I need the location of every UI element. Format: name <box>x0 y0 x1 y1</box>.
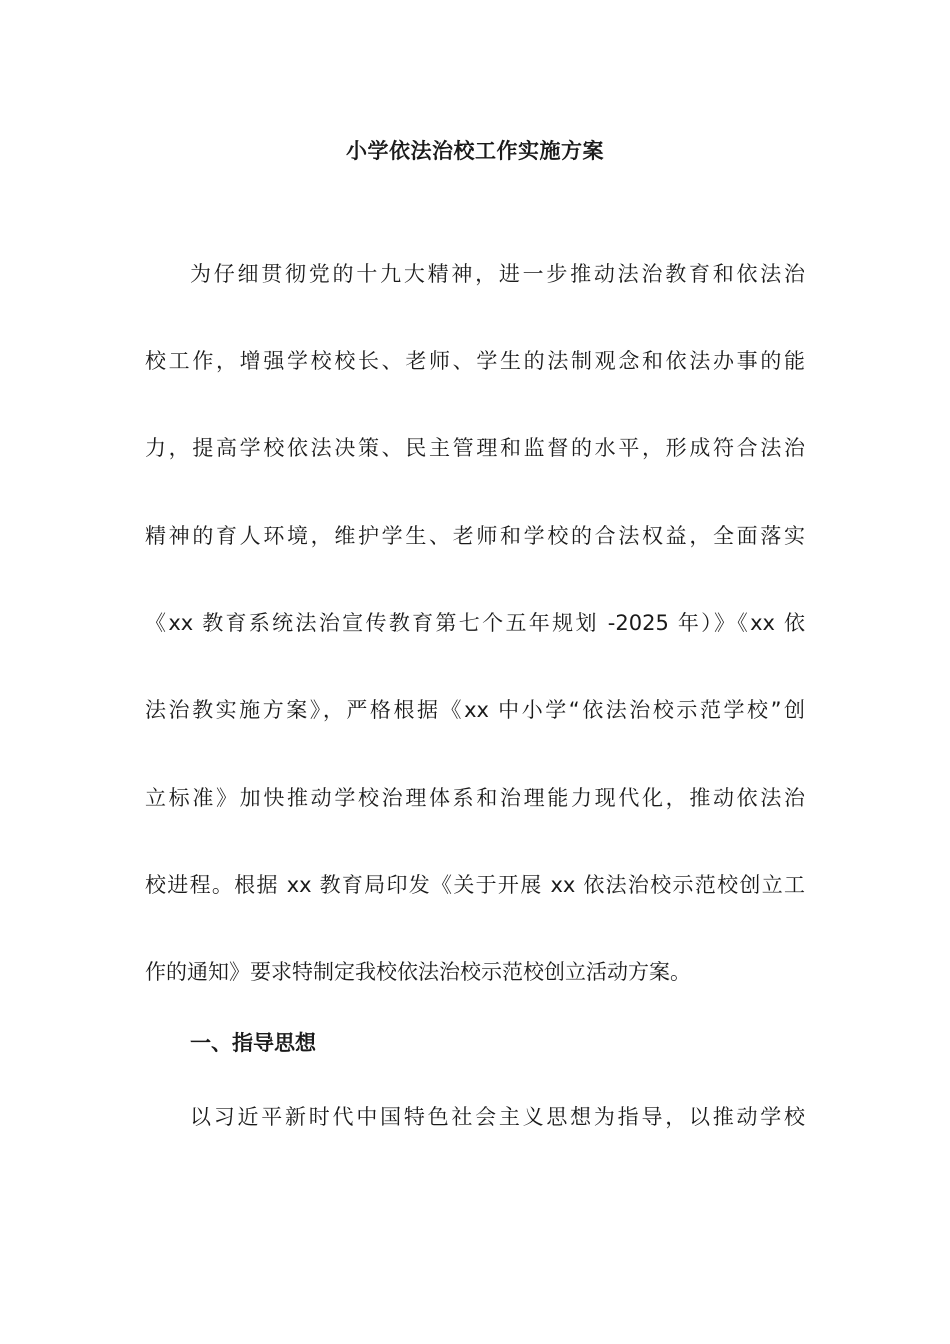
paragraph-line: 立标准》加快推动学校治理体系和治理能力现代化，推动依法治 <box>145 786 805 810</box>
paragraph-line: 校进程。根据 xx 教育局印发《关于开展 xx 依法治校示范校创立工 <box>145 873 805 897</box>
paragraph-line: 为仔细贯彻党的十九大精神，进一步推动法治教育和依法治 <box>190 262 805 286</box>
paragraph-line: 作的通知》要求特制定我校依法治校示范校创立活动方案。 <box>145 960 691 984</box>
document-title: 小学依法治校工作实施方案 <box>346 139 604 163</box>
paragraph-line: 以习近平新时代中国特色社会主义思想为指导，以推动学校 <box>190 1105 805 1129</box>
paragraph-line: 力，提高学校依法决策、民主管理和监督的水平，形成符合法治 <box>145 436 805 460</box>
paragraph-line: 法治教实施方案》，严格根据《xx 中小学“依法治校示范学校”创 <box>145 698 805 722</box>
paragraph-line: 《xx 教育系统法治宣传教育第七个五年规划 -2025 年）》《xx 依 <box>145 611 805 635</box>
paragraph-line: 精神的育人环境，维护学生、老师和学校的合法权益，全面落实 <box>145 524 805 548</box>
paragraph-line: 校工作，增强学校校长、老师、学生的法制观念和依法办事的能 <box>145 349 805 373</box>
section-heading: 一、指导思想 <box>190 1031 316 1055</box>
